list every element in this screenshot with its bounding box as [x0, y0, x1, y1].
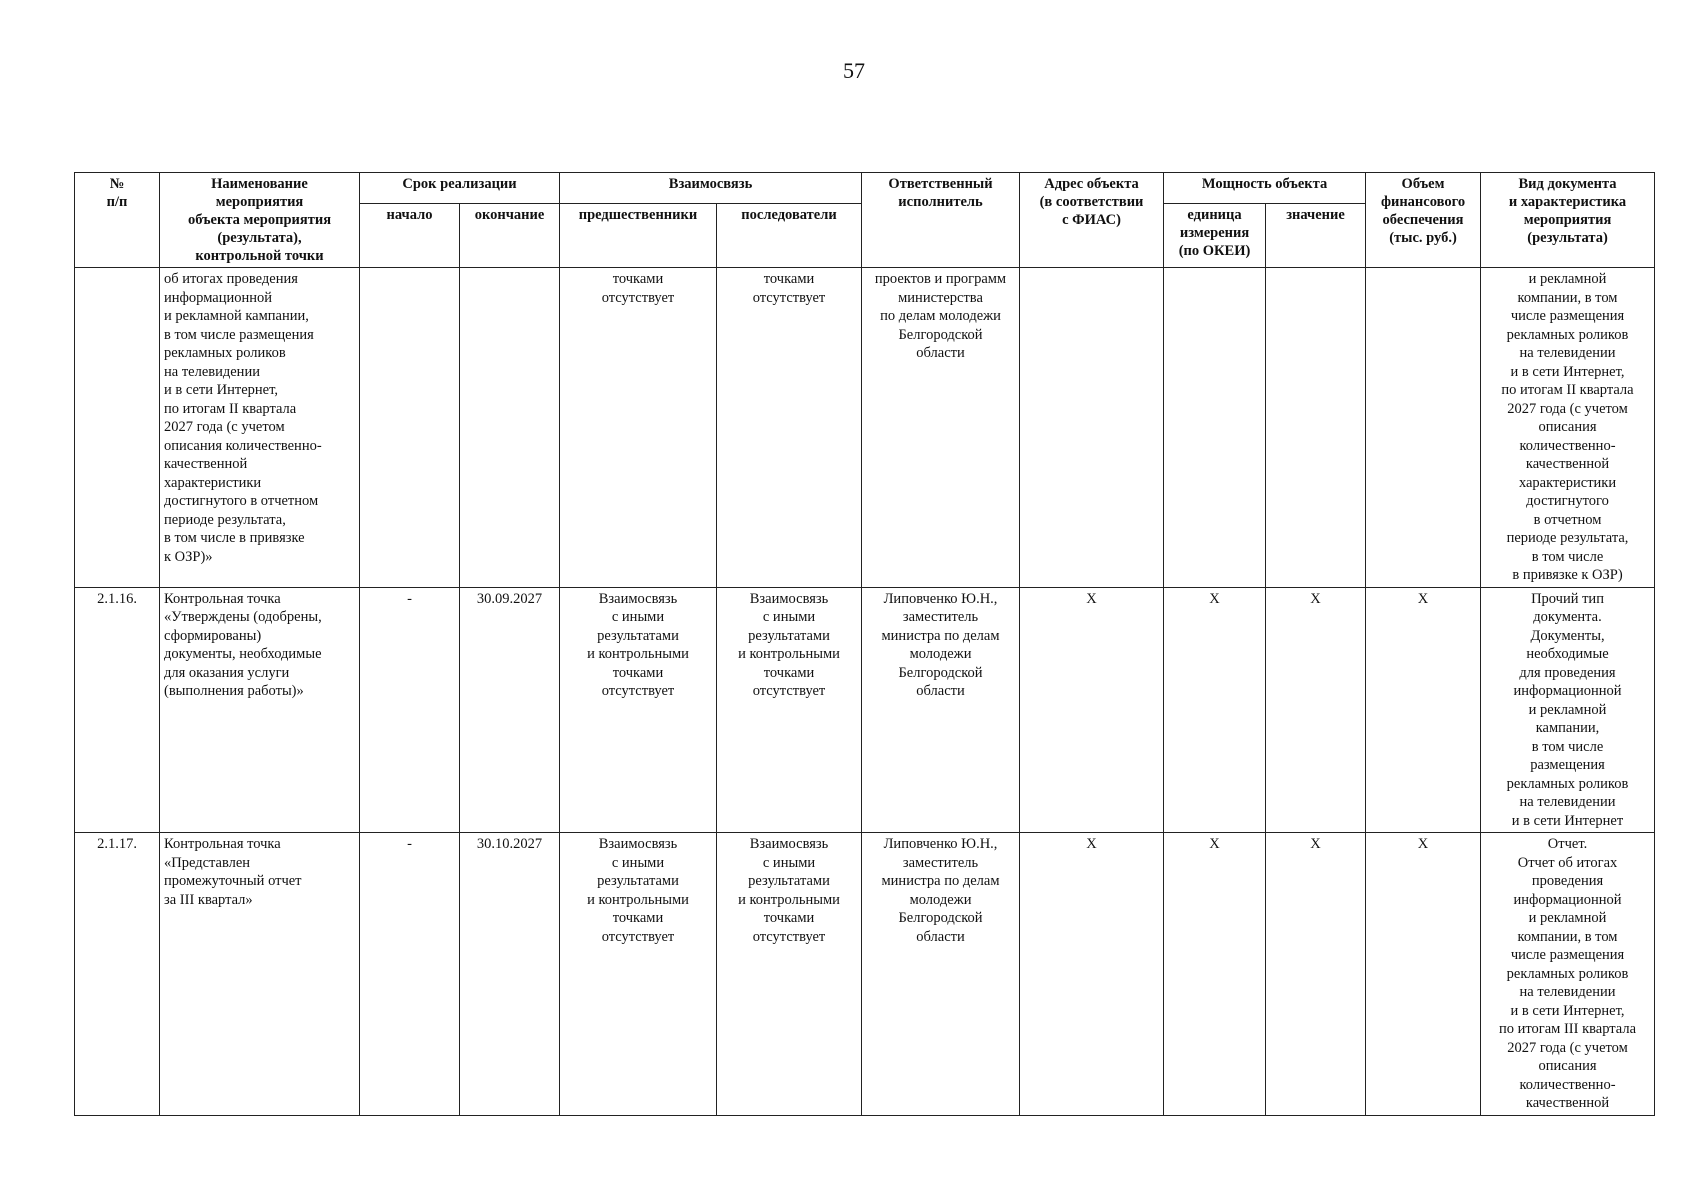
- row-responsible: Липовченко Ю.Н., заместитель министра по делам молодежи Белгородской области: [862, 833, 1020, 1116]
- row-num: 2.1.16.: [75, 587, 160, 833]
- row-responsible: проектов и программ министерства по делам молодежи Белгородской области: [862, 268, 1020, 588]
- row-predecessors: Взаимосвязь с иными результатами и контрольными точками отсутствует: [560, 833, 717, 1116]
- table-row: [75, 268, 1655, 588]
- row-successors: Взаимосвязь с иными результатами и контрольными точками отсутствует: [717, 587, 862, 833]
- row-unit: [1164, 268, 1266, 588]
- header-period: Срок реализации: [360, 173, 560, 204]
- row-value: X: [1266, 587, 1366, 833]
- header-unit: единица измерения (по ОКЕИ): [1164, 203, 1266, 267]
- table-row: [75, 587, 1655, 833]
- row-end: 30.09.2027: [460, 587, 560, 833]
- header-capacity: Мощность объекта: [1164, 173, 1366, 204]
- row-name: Контрольная точка «Утверждены (одобрены, сформированы) документы, необходимые для оказания услуги (выполнения работы)»: [160, 587, 360, 833]
- row-address: X: [1020, 587, 1164, 833]
- row-successors: точками отсутствует: [717, 268, 862, 588]
- header-doc-type: Вид документа и характеристика мероприятия (результата): [1481, 173, 1655, 268]
- row-finance: X: [1366, 587, 1481, 833]
- row-doc-type: и рекламной компании, в том числе размещения рекламных роликов на телевидении и в сети Интернет, по итогам II квартала 2027 года (с учетом описания количественно- качественной характеристики достигнутого в отчетном периоде результата, в том числе в привязке к ОЗР): [1481, 268, 1655, 588]
- header-num: № п/п: [75, 173, 160, 268]
- header-end: окончание: [460, 203, 560, 267]
- header-address: Адрес объекта (в соответствии с ФИАС): [1020, 173, 1164, 268]
- row-finance: X: [1366, 833, 1481, 1116]
- row-start: [360, 268, 460, 588]
- row-unit: X: [1164, 587, 1266, 833]
- row-num: [75, 268, 160, 588]
- row-unit: X: [1164, 833, 1266, 1116]
- row-name: Контрольная точка «Представлен промежуточный отчет за III квартал»: [160, 833, 360, 1116]
- row-address: [1020, 268, 1164, 588]
- header-finance: Объем финансового обеспечения (тыс. руб.): [1366, 173, 1481, 268]
- header-relation: Взаимосвязь: [560, 173, 862, 204]
- header-value: значение: [1266, 203, 1366, 267]
- row-successors: Взаимосвязь с иными результатами и контрольными точками отсутствует: [717, 833, 862, 1116]
- row-end: 30.10.2027: [460, 833, 560, 1116]
- header-responsible: Ответственный исполнитель: [862, 173, 1020, 268]
- header-start: начало: [360, 203, 460, 267]
- row-predecessors: точками отсутствует: [560, 268, 717, 588]
- header-predecessors: предшественники: [560, 203, 717, 267]
- row-end: [460, 268, 560, 588]
- row-predecessors: Взаимосвязь с иными результатами и контрольными точками отсутствует: [560, 587, 717, 833]
- header-name: Наименование мероприятия объекта мероприятия (результата), контрольной точки: [160, 173, 360, 268]
- header-successors: последователи: [717, 203, 862, 267]
- row-doc-type: Отчет. Отчет об итогах проведения информационной и рекламной компании, в том числе размещения рекламных роликов на телевидении и в сети Интернет, по итогам III квартала 2027 года (с учетом описания количественно- качественной: [1481, 833, 1655, 1116]
- row-start: -: [360, 587, 460, 833]
- row-name: об итогах проведения информационной и рекламной кампании, в том числе размещения рекламных роликов на телевидении и в сети Интернет, по итогам II квартала 2027 года (с учетом описания количественно- качественной характеристики достигнутого в отчетном периоде результата, в том числе в привязке к ОЗР)»: [160, 268, 360, 588]
- row-num: 2.1.17.: [75, 833, 160, 1116]
- row-doc-type: Прочий тип документа. Документы, необходимые для проведения информационной и рекламной кампании, в том числе размещения рекламных роликов на телевидении и в сети Интернет: [1481, 587, 1655, 833]
- plan-table: [74, 172, 1655, 1116]
- row-finance: [1366, 268, 1481, 588]
- row-responsible: Липовченко Ю.Н., заместитель министра по делам молодежи Белгородской области: [862, 587, 1020, 833]
- row-value: X: [1266, 833, 1366, 1116]
- row-start: -: [360, 833, 460, 1116]
- row-value: [1266, 268, 1366, 588]
- page-number: 57: [843, 58, 865, 83]
- table-row: [75, 833, 1655, 1116]
- row-address: X: [1020, 833, 1164, 1116]
- table-header: [75, 173, 1655, 268]
